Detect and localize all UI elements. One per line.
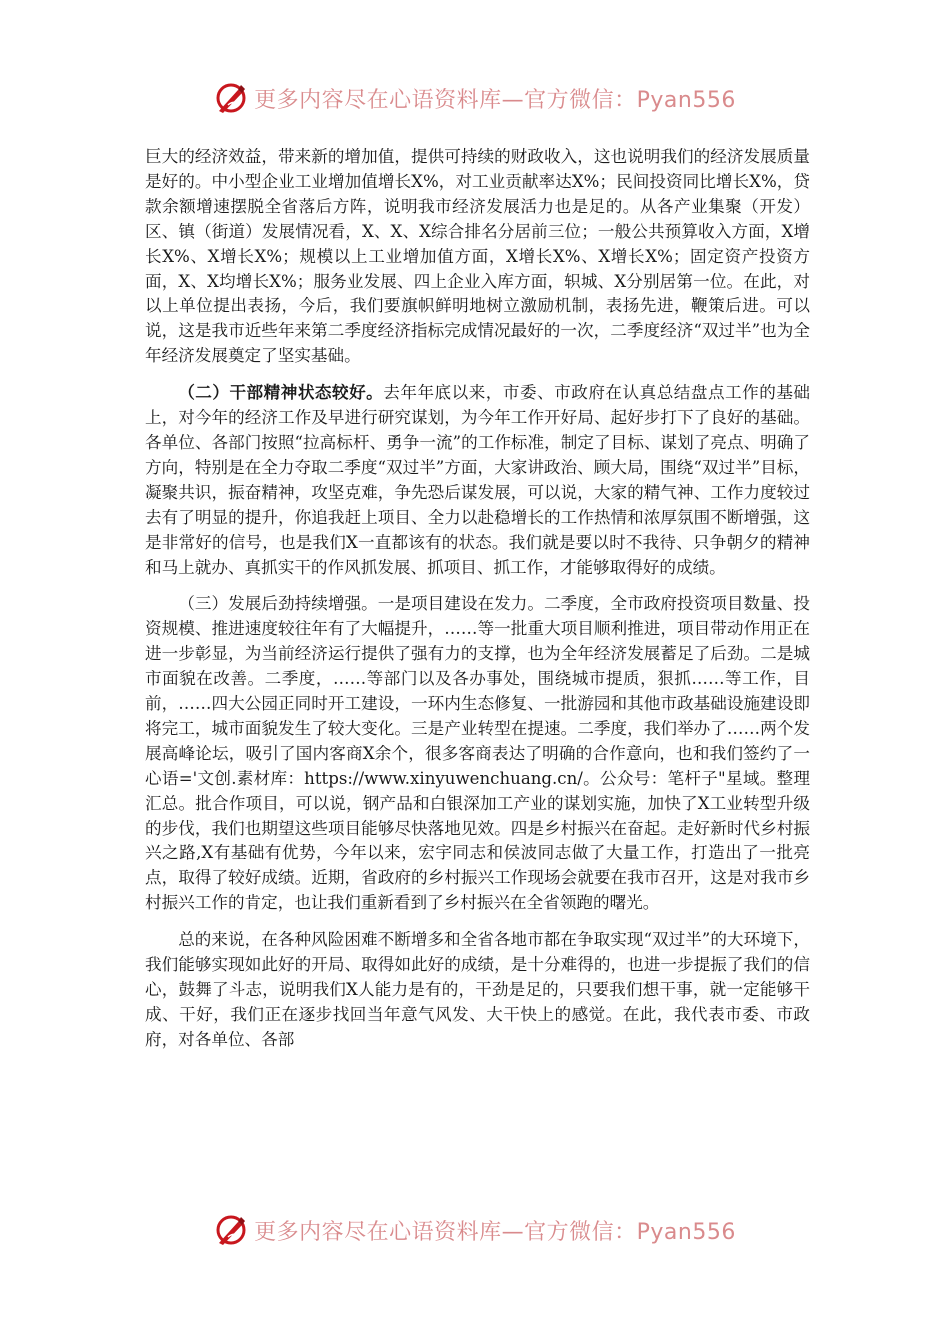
paragraph-economic-benefits: 巨大的经济效益，带来新的增加值，提供可持续的财政收入，这也说明我们的经济发展质量是好的。中小型企业工业增加值增长X%，对工业贡献率达X%；民间投资同比增长X%，贷款余额增速摆脱全省落后方阵，说明我市经济发展活力也是足的。从各产业集聚（开发）区、镇（街道）发展情况看，X、X、X综合排名分居前三位；一般公共预算收入方面，X增长X%、X增长X%；规模以上工业增加值方面，X增长X%、X增长X%；固定资产投资方面，X、X均增长X%；服务业发展、四上企业入库方面，轵城、X分别居第一位。在此，对以上单位提出表扬，今后，我们要旗帜鲜明地树立激励机制，表扬先进，鞭策后进。可以说，这是我市近些年来第二季度经济指标完成情况最好的一次，二季度经济“双过半”也为全年经济发展奠定了坚实基础。 xyxy=(145,147,810,366)
document-body xyxy=(145,145,810,1065)
header-banner xyxy=(0,76,950,120)
footer-banner xyxy=(0,1208,950,1252)
paragraph-cadre-spirit-text: 去年年底以来，市委、市政府在认真总结盘点工作的基础上，对今年的经济工作及早进行研究谋划，为今年工作开好局、起好步打下了良好的基础。各单位、各部门按照“拉高标杆、勇争一流”的工作标准，制定了目标、谋划了亮点、明确了方向，特别是在全力夺取二季度“双过半”方面，大家讲政治、顾大局，围绕“双过半”目标，凝聚共识，振奋精神，攻坚克难，争先恐后谋发展，可以说，大家的精气神、工作力度较过去有了明显的提升，你追我赶上项目、全力以赴稳增长的工作热情和浓厚氛围不断增强，这是非常好的信号，也是我们X一直都该有的状态。我们就是要以时不我待、只争朝夕的精神和马上就办、真抓实干的作风抓发展、抓项目、抓工作，才能够取得好的成绩。 xyxy=(145,383,811,577)
footer-banner-text: 更多内容尽在心语资料库—官方微信：Pyan556 xyxy=(254,1219,736,1245)
paragraph-development-momentum: （三）发展后劲持续增强。一是项目建设在发力。二季度，全市政府投资项目数量、投资规模、推进速度较往年有了大幅提升，……等一批重大项目顺利推进，项目带动作用正在进一步彰显，为当前经济运行提供了强有力的支撑，也为全年经济发展蓄足了后劲。二是城市面貌在改善。二季度，……等部门以及各办事处，围绕城市提质，狠抓……等工作，目前，……四大公园正同时开工建设，一环内生态修复、一批游园和其他市政基础设施建设即将完工，城市面貌发生了较大变化。三是产业转型在提速。二季度，我们举办了……两个发展高峰论坛，吸引了国内客商X余个，很多客商表达了明确的合作意向，也和我们签约了一心语='文创.素材库：https://www.xinyuwenchuang.cn/。公众号：笔杆子"星域。整理汇总。批合作项目，可以说，钢产品和白银深加工产业的谋划实施，加快了X工业转型升级的步伐，我们也期望这些项目能够尽快落地见效。四是乡村振兴在奋起。走好新时代乡村振兴之路,X有基础有优势，今年以来，宏宇同志和侯波同志做了大量工作，打造出了一批亮点，取得了较好成绩。近期，省政府的乡村振兴工作现场会就要在我市召开，这是对我市乡村振兴工作的肯定，也让我们重新看到了乡村振兴在全省领跑的曙光。 xyxy=(145,594,810,913)
paragraph-cadre-spirit xyxy=(145,381,810,580)
pen-logo-icon xyxy=(214,1213,248,1247)
header-banner-text: 更多内容尽在心语资料库—官方微信：Pyan556 xyxy=(254,87,736,113)
pen-logo-icon xyxy=(214,81,248,115)
section-heading-cadre-spirit: （二）干部精神状态较好。 xyxy=(178,383,384,403)
paragraph-summary: 总的来说，在各种风险困难不断增多和全省各地市都在争取实现“双过半”的大环境下，我们能够实现如此好的开局、取得如此好的成绩，是十分难得的，也进一步提振了我们的信心，鼓舞了斗志，说明我们X人能力是有的，干劲是足的，只要我们想干事，就一定能够干成、干好，我们正在逐步找回当年意气风发、大干快上的感觉。在此，我代表市委、市政府，对各单位、各部 xyxy=(145,930,810,1049)
